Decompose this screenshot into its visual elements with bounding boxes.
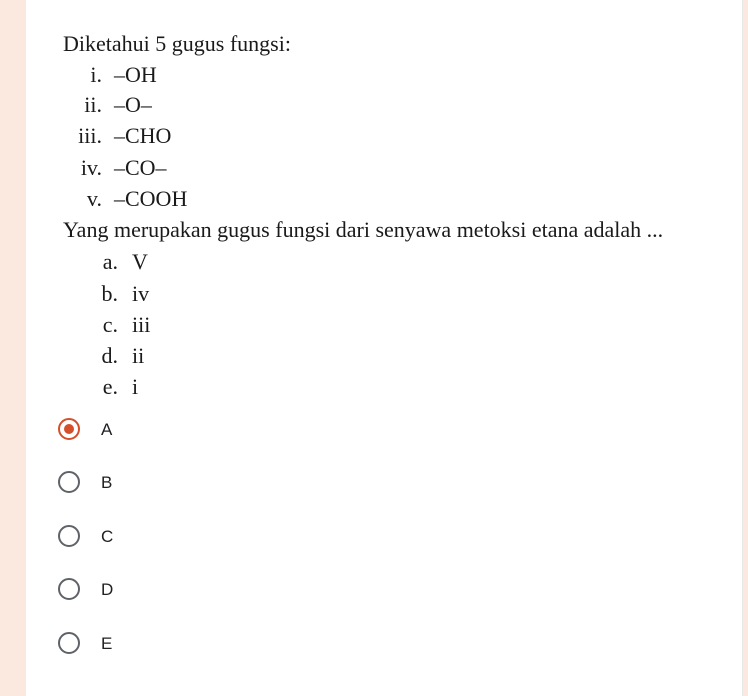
option-label: A [101,420,113,439]
choice-letter: a. [102,249,118,274]
option-b[interactable] [56,465,356,501]
radio-unchecked-icon[interactable] [58,471,80,493]
group-number: i. [90,62,102,87]
radio-checked-icon[interactable] [58,418,80,440]
choice-value: iii [132,312,151,337]
option-label: B [101,473,113,492]
choice-letter: b. [101,281,118,306]
group-number: ii. [84,92,102,117]
option-label: C [101,527,114,546]
choice-letter: c. [102,312,118,337]
group-value: –O– [114,92,152,117]
radio-unchecked-icon[interactable] [58,525,80,547]
option-d[interactable] [56,572,356,608]
choice-value: i [132,374,139,399]
question-title: Diketahui 5 gugus fungsi: [63,31,291,56]
group-value: –CHO [114,123,172,148]
radio-unchecked-icon[interactable] [58,578,80,600]
question-prompt: Yang merupakan gugus fungsi dari senyawa metoksi etana adalah ... [63,217,664,242]
option-e[interactable] [56,626,356,662]
group-value: –CO– [114,155,167,180]
page-edge [743,0,748,696]
group-value: –COOH [114,186,188,211]
option-c[interactable] [56,519,356,555]
radio-unchecked-icon[interactable] [58,632,80,654]
option-label: E [101,634,113,653]
choice-letter: d. [101,343,118,368]
choice-letter: e. [102,374,118,399]
group-value: –OH [114,62,157,87]
group-number: v. [86,186,102,211]
option-a[interactable] [56,412,356,448]
option-label: D [101,580,114,599]
group-number: iii. [78,123,102,148]
choice-value: ii [132,343,145,368]
choice-value: iv [132,281,150,306]
choice-value: V [132,249,148,274]
group-number: iv. [80,155,102,180]
